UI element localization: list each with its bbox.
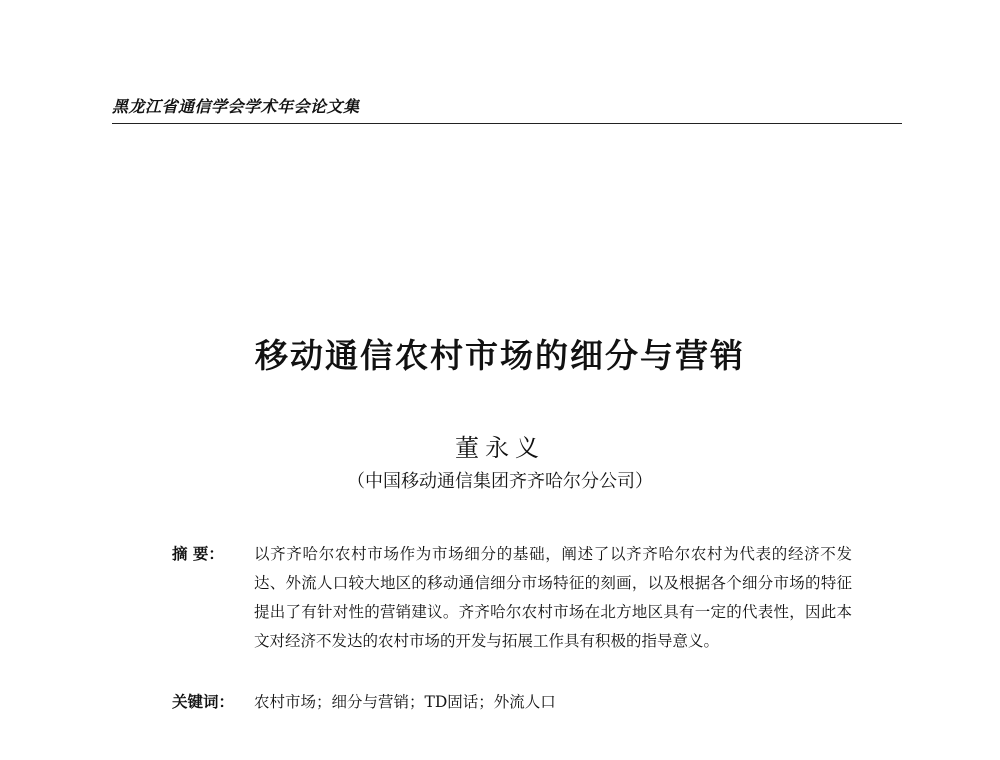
- keywords-block: [172, 688, 852, 717]
- abstract-text: 以齐齐哈尔农村市场作为市场细分的基础，阐述了以齐齐哈尔农村为代表的经济不发达、外流人口较大地区的移动通信细分市场特征的刻画，以及根据各个细分市场的特征提出了有针对性的营销建议。齐齐哈尔农村市场在北方地区具有一定的代表性，因此本文对经济不发达的农村市场的开发与拓展工作具有积极的指导意义。: [254, 545, 852, 650]
- paper-author: 董永义: [455, 434, 545, 462]
- abstract-block: [172, 540, 852, 656]
- paper-affiliation: （中国移动通信集团齐齐哈尔分公司）: [347, 471, 653, 492]
- abstract-label: 摘 要：: [172, 545, 224, 563]
- journal-header: 黑龙江省通信学会学术年会论文集: [112, 97, 360, 116]
- keywords-text: 农村市场；细分与营销；TD固话；外流人口: [254, 693, 556, 711]
- paper-title: 移动通信农村市场的细分与营销: [255, 336, 745, 375]
- header-rule: [112, 123, 902, 124]
- keywords-label: 关键词：: [172, 693, 235, 711]
